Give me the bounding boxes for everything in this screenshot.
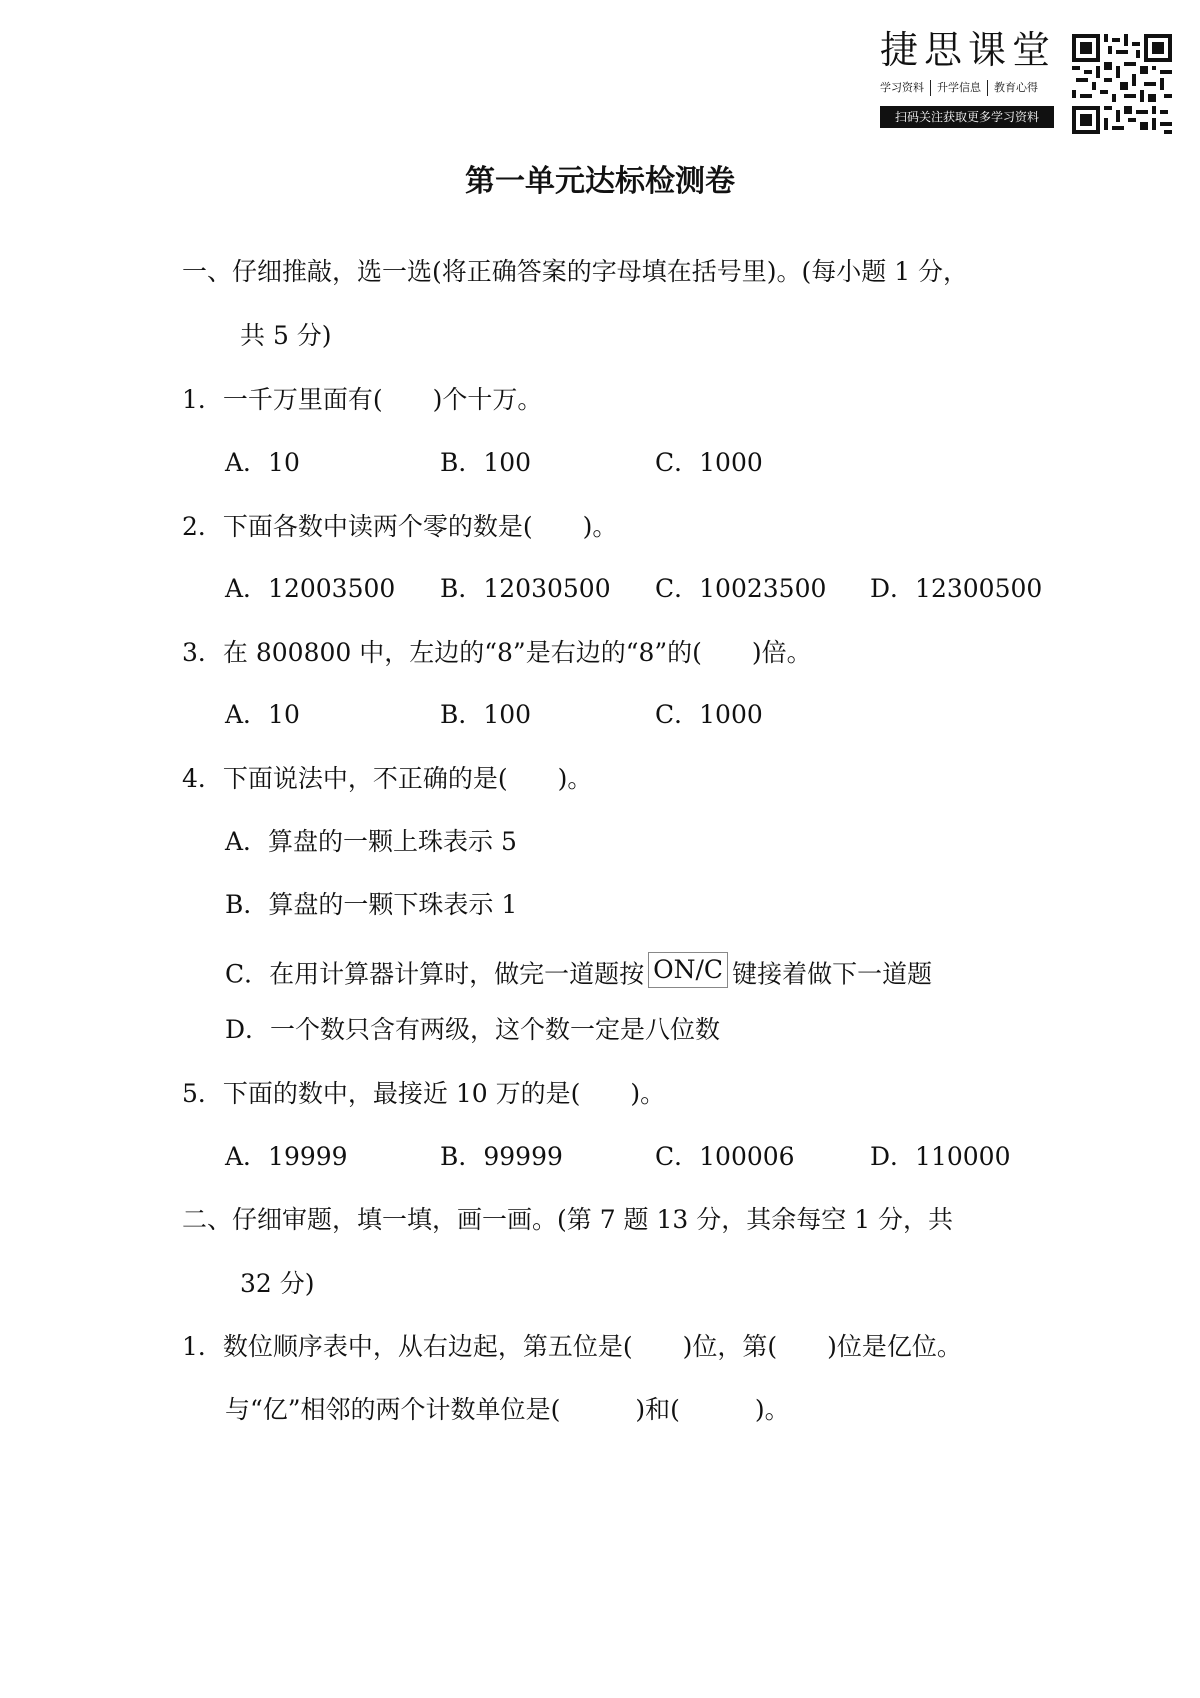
option-a: A．19999 <box>225 1142 348 1171</box>
question-stem: 2．下面各数中读两个零的数是( )。 <box>182 512 618 541</box>
brand-tag: 升学信息 <box>931 80 988 96</box>
option-a: A．算盘的一颗上珠表示 5 <box>225 827 517 856</box>
brand-tag: 学习资料 <box>880 80 931 96</box>
brand-banner: 扫码关注获取更多学习资料 <box>880 106 1054 128</box>
section-heading-cont: 32 分) <box>240 1269 315 1298</box>
brand-name: 捷思课堂 <box>880 28 1057 72</box>
option-d: D．12300500 <box>870 574 1043 603</box>
question-stem: 1．数位顺序表中，从右边起，第五位是( )位，第( )位是亿位。 <box>182 1332 962 1361</box>
option-a: A．12003500 <box>225 574 396 603</box>
section-heading-cont: 共 5 分) <box>240 321 332 350</box>
page-title: 第一单元达标检测卷 <box>465 164 735 199</box>
option-c-text-end: 键接着做下一道题 <box>732 959 933 989</box>
option-d: D．一个数只含有两级，这个数一定是八位数 <box>225 1015 721 1044</box>
option-c: C．100006 <box>655 1142 795 1171</box>
option-b: B．12030500 <box>440 574 611 603</box>
option-c: C．10023500 <box>655 574 827 603</box>
option-a: A．10 <box>225 448 300 477</box>
question-stem: 5．下面的数中，最接近 10 万的是( )。 <box>182 1079 666 1108</box>
question-stem-cont: 与“亿”相邻的两个计数单位是( )和( )。 <box>225 1395 790 1424</box>
option-c <box>225 955 933 994</box>
option-c: C．1000 <box>655 448 763 477</box>
option-b: B．99999 <box>440 1142 563 1171</box>
option-a: A．10 <box>225 700 300 729</box>
option-b: B．算盘的一颗下珠表示 1 <box>225 890 518 919</box>
option-c: C．1000 <box>655 700 763 729</box>
option-d: D．110000 <box>870 1142 1011 1171</box>
option-b: B．100 <box>440 448 532 477</box>
brand-block <box>880 28 1060 128</box>
option-c-text: C．在用计算器计算时，做完一道题按 <box>225 959 645 989</box>
on-c-key: ON/C <box>648 952 728 988</box>
section-heading: 二、仔细审题，填一填，画一画。(第 7 题 13 分，其余每空 1 分，共 <box>182 1205 954 1234</box>
qr-code-icon[interactable] <box>1072 34 1172 134</box>
brand-tags <box>880 80 1060 96</box>
option-b: B．100 <box>440 700 532 729</box>
brand-tag: 教育心得 <box>994 81 1038 94</box>
section-heading: 一、仔细推敲，选一选(将正确答案的字母填在括号里)。(每小题 1 分， <box>182 257 969 286</box>
question-stem: 1．一千万里面有( )个十万。 <box>182 385 543 414</box>
question-stem: 4．下面说法中，不正确的是( )。 <box>182 764 593 793</box>
question-stem: 3．在 800800 中，左边的“8”是右边的“8”的( )倍。 <box>182 638 812 667</box>
